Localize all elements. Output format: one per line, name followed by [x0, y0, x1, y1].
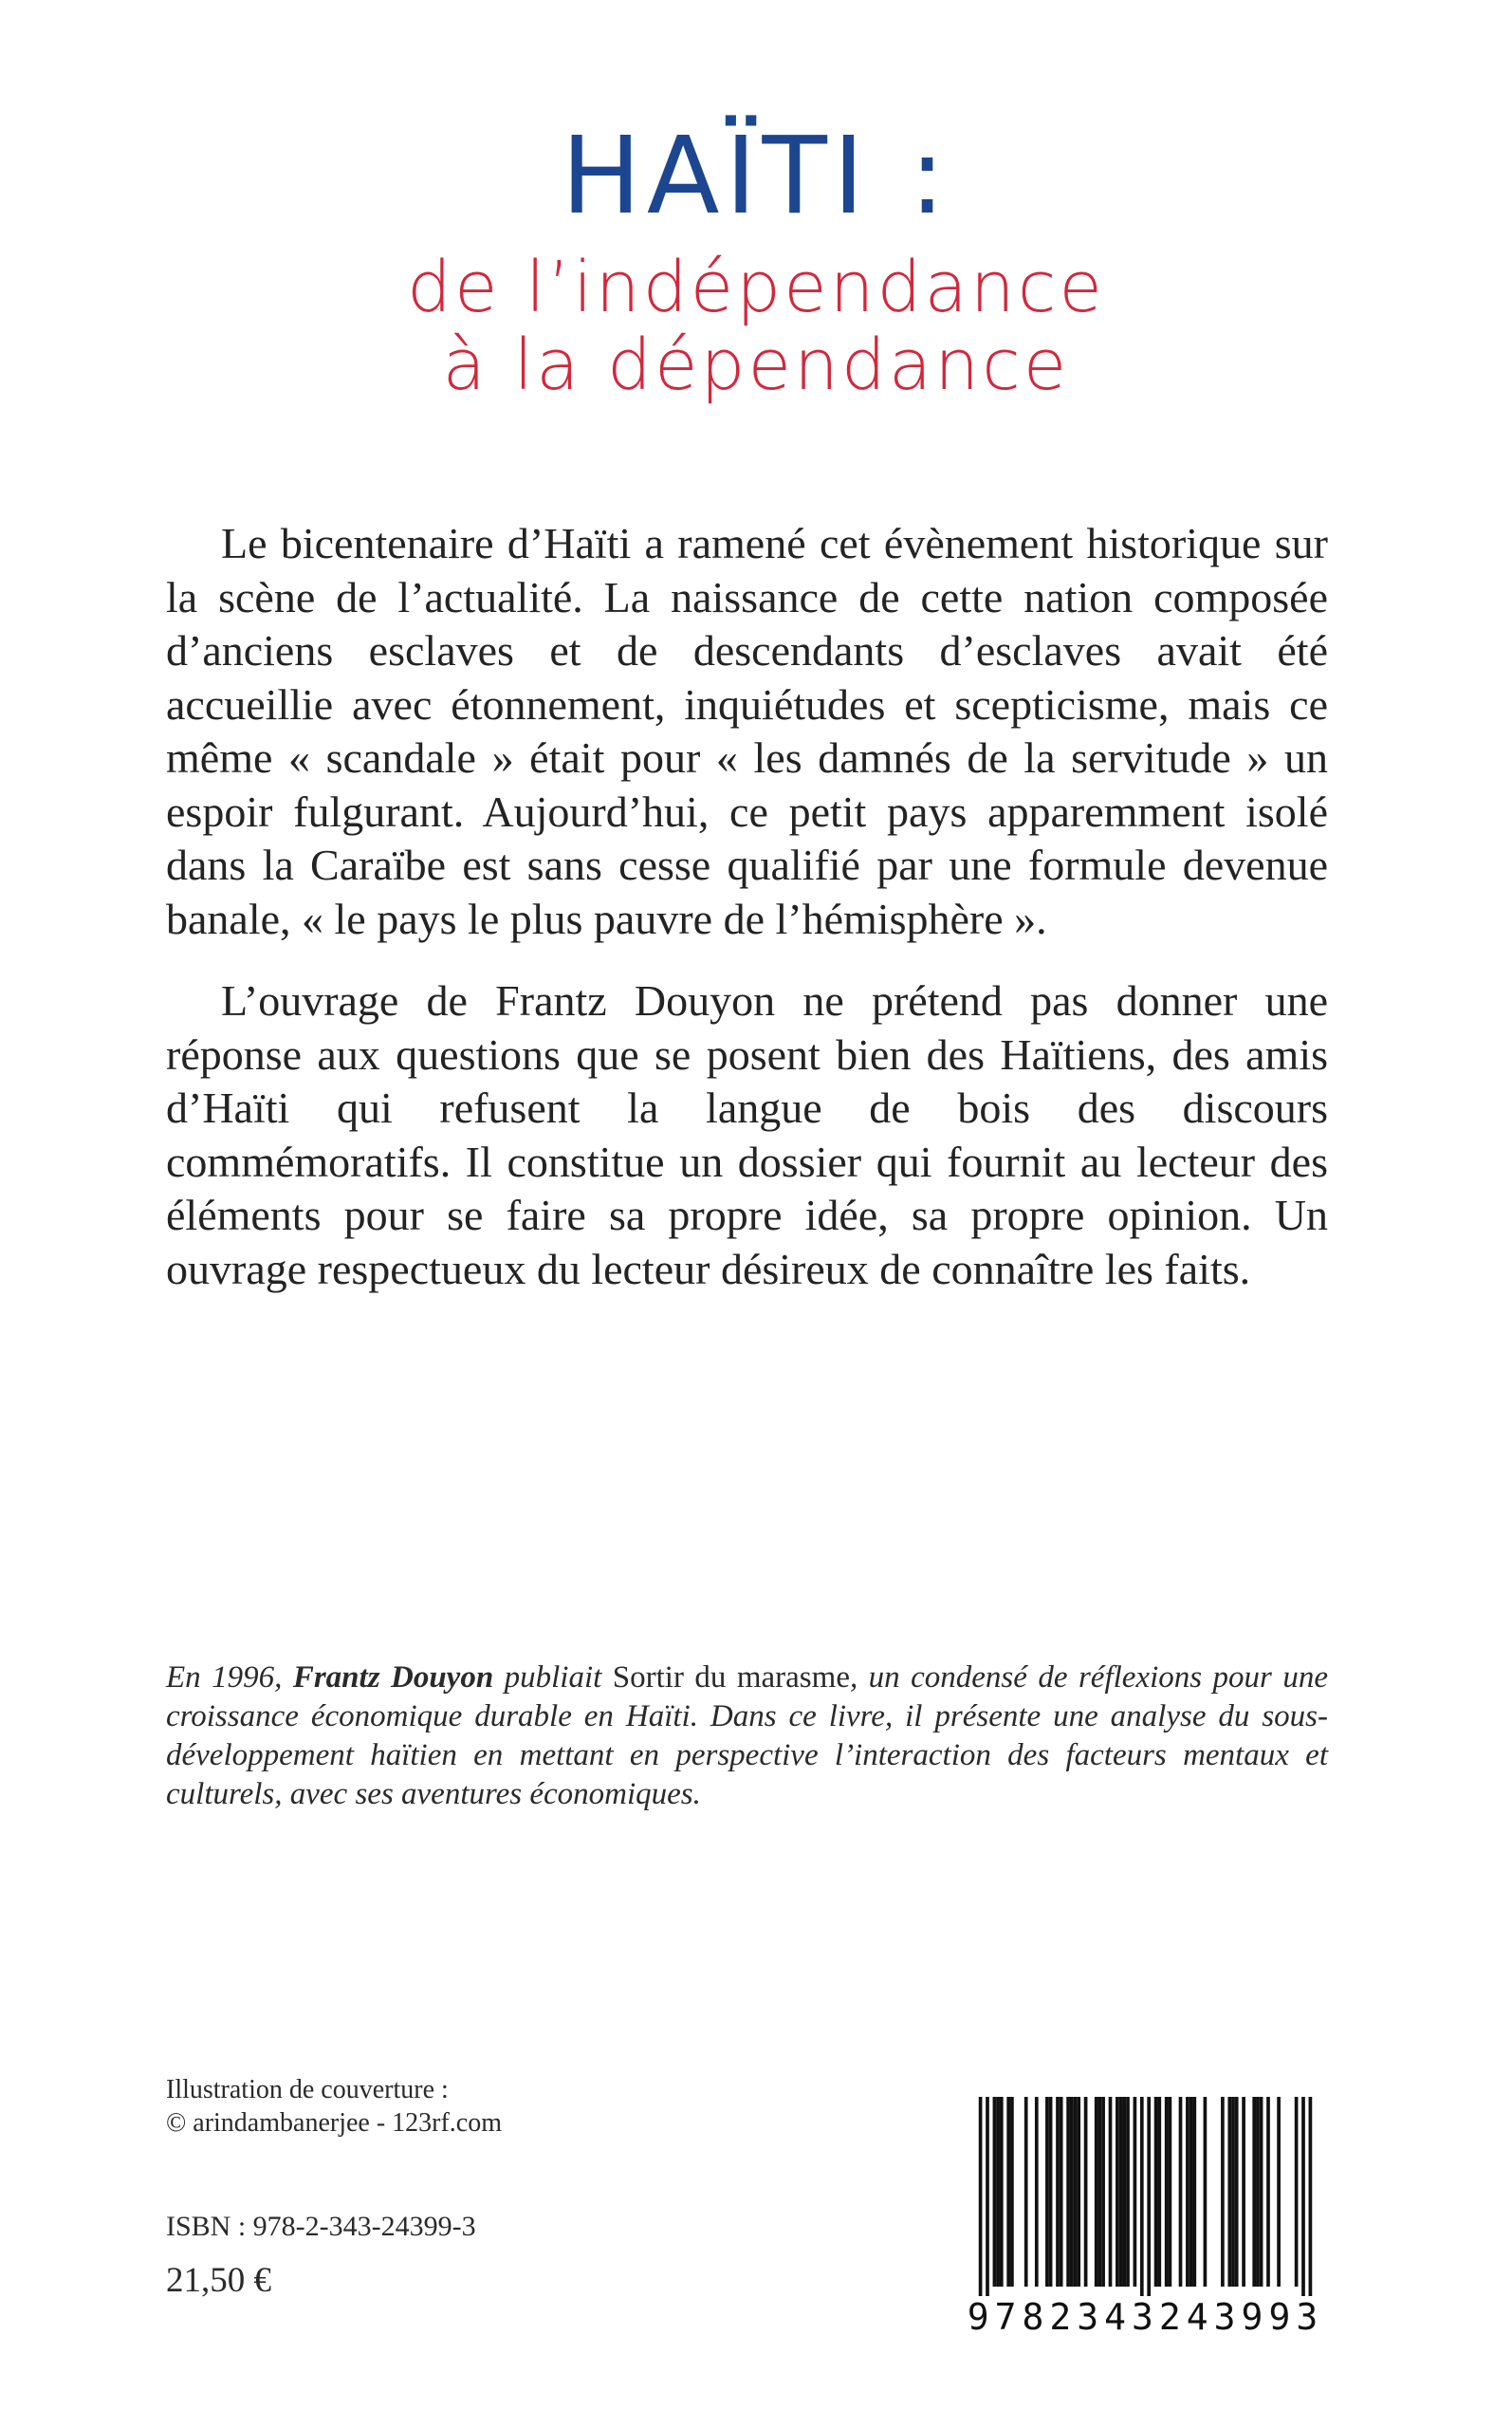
- barcode-bar: [1192, 2097, 1196, 2287]
- barcode-bar: [1077, 2097, 1080, 2287]
- barcode-bar: [1109, 2097, 1113, 2287]
- author-bio: [166, 1659, 1328, 1814]
- isbn-text: ISBN : 978-2-343-24399-3: [166, 2211, 476, 2242]
- barcode-bar: [1235, 2097, 1239, 2287]
- barcode-bar: [1000, 2097, 1004, 2287]
- barcode-bar: [1056, 2097, 1060, 2287]
- barcode-bar: [1006, 2097, 1010, 2287]
- bio-part-3: , un condensé de réflexions pour une croissance économique durable en Haïti. Dans ce livre, il présente une analyse du sous-développement haïtien en mettant en perspective l’interaction des facteurs mentaux et culturels, avec ses aventures économiques.: [166, 1660, 1328, 1811]
- barcode-bar: [1295, 2097, 1299, 2287]
- barcode-bar: [1242, 2097, 1245, 2287]
- barcode-bar: [1101, 2097, 1105, 2287]
- illustration-credits: [166, 2073, 830, 2140]
- book-title: HAÏTI :: [561, 115, 951, 238]
- barcode-bar: [1260, 2097, 1263, 2287]
- barcode-bar: [1186, 2097, 1189, 2287]
- bio-part-1: En 1996,: [166, 1660, 293, 1695]
- barcode-bar: [1154, 2097, 1158, 2287]
- barcode-bar: [1277, 2097, 1281, 2287]
- illustration-credit: © arindambanerjee - 123rf.com: [166, 2108, 503, 2138]
- illustration-label: Illustration de couverture :: [166, 2075, 449, 2104]
- back-cover-summary: [166, 517, 1328, 1325]
- barcode-bar: [1266, 2097, 1270, 2287]
- barcode-bar: [1252, 2097, 1256, 2287]
- barcode-bar: [1084, 2097, 1088, 2287]
- barcode-bar: [1049, 2097, 1053, 2287]
- bio-part-2: publiait: [493, 1660, 613, 1695]
- book-subtitle: [0, 249, 1512, 404]
- barcode-bar: [1095, 2097, 1098, 2287]
- barcode-bar: [1116, 2097, 1119, 2287]
- barcode-bar: [1227, 2097, 1231, 2287]
- subtitle-line-1: de l’indépendance: [407, 247, 1105, 328]
- barcode-bar: [1070, 2097, 1074, 2287]
- barcode-bar: [993, 2097, 997, 2287]
- subtitle-line-2: à la dépendance: [442, 324, 1070, 406]
- barcode-bar: [1147, 2097, 1151, 2296]
- barcode-bar: [1309, 2097, 1313, 2296]
- barcode-bar: [1122, 2097, 1126, 2287]
- barcode-bar: [1119, 2097, 1123, 2287]
- barcode-bar: [1221, 2097, 1225, 2287]
- bio-book-title: Sortir du marasme: [612, 1660, 850, 1695]
- barcode-bar: [996, 2097, 1000, 2287]
- barcode-bar: [1231, 2097, 1235, 2287]
- title-block: [0, 115, 1512, 406]
- barcode-bar: [1045, 2097, 1049, 2287]
- barcode-bar: [1035, 2097, 1039, 2287]
- price-text: 21,50 €: [166, 2261, 271, 2300]
- barcode-bar: [1134, 2097, 1137, 2287]
- barcode-bar: [979, 2097, 983, 2296]
- summary-paragraph-2: L’ouvrage de Frantz Douyon ne prétend pas donner une réponse aux questions que se posent bien des Haïtiens, des amis d’Haïti qui refusent la langue de bois des discours commémoratifs. Il constitue un dossier qui fournit au lecteur des éléments pour se faire sa propre idée, sa propre opinion. Un ouvrage respectueux du lecteur désireux de connaître les faits.: [166, 976, 1328, 1293]
- barcode-bar: [1165, 2097, 1169, 2287]
- barcode-bar: [1189, 2097, 1193, 2287]
- barcode-bar: [1179, 2097, 1183, 2287]
- barcode-bar: [1204, 2097, 1208, 2287]
- barcode-bar: [1060, 2097, 1063, 2287]
- barcode-bar: [1066, 2097, 1070, 2287]
- barcode-bar: [1140, 2097, 1144, 2296]
- summary-paragraph-1: Le bicentenaire d’Haïti a ramené cet évènement historique sur la scène de l’actualité. La naissance de cette nation composée d’anciens esclaves et de descendants d’esclaves avait été accueillie avec étonnement, inquiétudes et scepticisme, mais ce même « scandale » était pour « les damnés de la servitude » un espoir fulgurant. Aujourd’hui, ce petit pays apparemment isolé dans la Caraïbe est sans cesse qualifié par une formule devenue banale, « le pays le plus pauvre de l’hémisphère ».: [166, 519, 1328, 943]
- barcode-bar: [1024, 2097, 1028, 2287]
- barcode-bar: [1098, 2097, 1102, 2287]
- barcode-bar: [1010, 2097, 1014, 2287]
- barcode-bars: [958, 2097, 1333, 2296]
- barcode-bar: [1256, 2097, 1260, 2287]
- barcode-bar: [1157, 2097, 1161, 2287]
- bio-author-name: Frantz Douyon: [292, 1660, 494, 1695]
- barcode-bar: [1301, 2097, 1305, 2296]
- barcode-bar: [1126, 2097, 1130, 2287]
- isbn-barcode: [958, 2097, 1333, 2339]
- barcode-bar: [986, 2097, 989, 2296]
- barcode-bar: [1074, 2097, 1078, 2287]
- barcode-digits: 9782343243993: [967, 2296, 1324, 2338]
- barcode-bar: [1169, 2097, 1172, 2287]
